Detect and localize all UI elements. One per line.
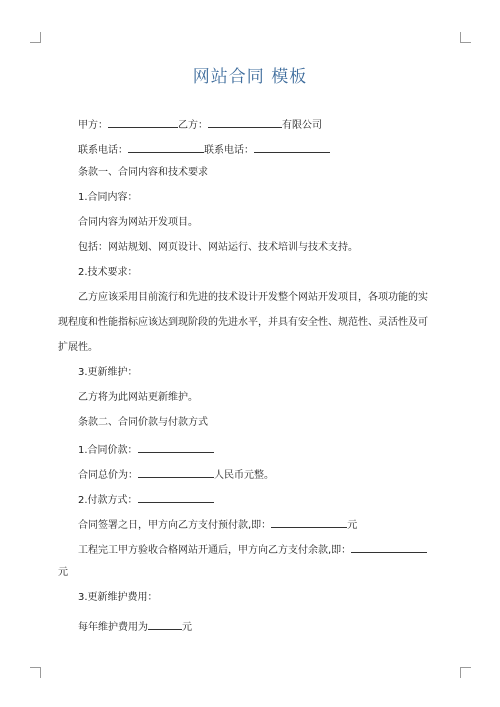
- maintenance-fee-suffix: 元: [182, 622, 192, 633]
- party-a-blank[interactable]: [108, 116, 178, 128]
- payment-heading-blank[interactable]: [138, 491, 214, 503]
- phone-a-label: 联系电话：: [78, 145, 128, 156]
- prepayment-suffix: 元: [347, 520, 358, 531]
- section-2-line-3: 扩展性。: [58, 342, 98, 353]
- party-b-blank[interactable]: [208, 116, 282, 128]
- total-price-prefix: 合同总价为：: [78, 470, 138, 481]
- total-price-row: [78, 466, 274, 483]
- maintenance-fee-prefix: 每年维护费用为: [78, 622, 148, 633]
- phone-b-blank[interactable]: [254, 141, 330, 153]
- section-1-line-1: 合同内容为网站开发项目。: [78, 217, 198, 228]
- document-title: 网站合同 模板: [192, 67, 308, 87]
- section-2-heading: 2.技术要求：: [78, 267, 138, 278]
- section-2-line-2: 现程度和性能指标应该达到现阶段的先进水平，并具有安全性、规范性、灵活性及可: [58, 317, 428, 328]
- balance-blank[interactable]: [351, 541, 427, 553]
- section-1-line-2: 包括：网站规划、网页设计、网站运行、技术培训与技术支持。: [78, 242, 358, 253]
- corner-mark-bottom-left: [30, 667, 41, 678]
- party-row: [78, 116, 322, 133]
- corner-mark-bottom-right: [460, 667, 471, 678]
- payment-heading-row: [78, 491, 214, 508]
- prepayment-prefix: 合同签署之日，甲方向乙方支付预付款,即：: [78, 520, 272, 531]
- total-price-suffix: 人民币元整。: [214, 470, 274, 481]
- balance-prefix: 工程完工甲方验收合格网站开通后，甲方向乙方支付余款,即：: [78, 545, 352, 556]
- party-a-label: 甲方：: [78, 120, 108, 131]
- section-3-heading: 3.更新维护：: [78, 367, 138, 378]
- price-heading-row: [78, 441, 214, 458]
- price-heading-blank[interactable]: [138, 441, 214, 453]
- maintenance-fee-blank[interactable]: [148, 618, 182, 630]
- phone-b-label: 联系电话：: [204, 145, 254, 156]
- phone-row: [78, 141, 330, 158]
- payment-heading: 2.付款方式：: [78, 495, 138, 506]
- section-3-line-1: 乙方将为此网站更新维护。: [78, 392, 198, 403]
- company-suffix: 有限公司: [282, 120, 322, 131]
- maintenance-fee-heading: 3.更新维护费用：: [78, 592, 158, 603]
- price-heading: 1.合同价款：: [78, 445, 138, 456]
- prepayment-blank[interactable]: [271, 516, 347, 528]
- total-price-blank[interactable]: [138, 466, 214, 478]
- phone-a-blank[interactable]: [128, 141, 204, 153]
- balance-row: [78, 541, 427, 558]
- section-2-line-1: 乙方应该采用目前流行和先进的技术设计开发整个网站开发项目，各项功能的实: [78, 292, 428, 303]
- corner-mark-top-left: [30, 32, 41, 43]
- maintenance-fee-row: [78, 618, 192, 635]
- section-1-heading: 1.合同内容：: [78, 192, 138, 203]
- balance-suffix: 元: [58, 567, 68, 578]
- clause2-heading: 条款二、合同价款与付款方式: [78, 417, 208, 428]
- corner-mark-top-right: [460, 32, 471, 43]
- party-b-label: 乙方：: [178, 120, 208, 131]
- clause1-heading: 条款一、合同内容和技术要求: [78, 167, 208, 178]
- prepayment-row: [78, 516, 357, 533]
